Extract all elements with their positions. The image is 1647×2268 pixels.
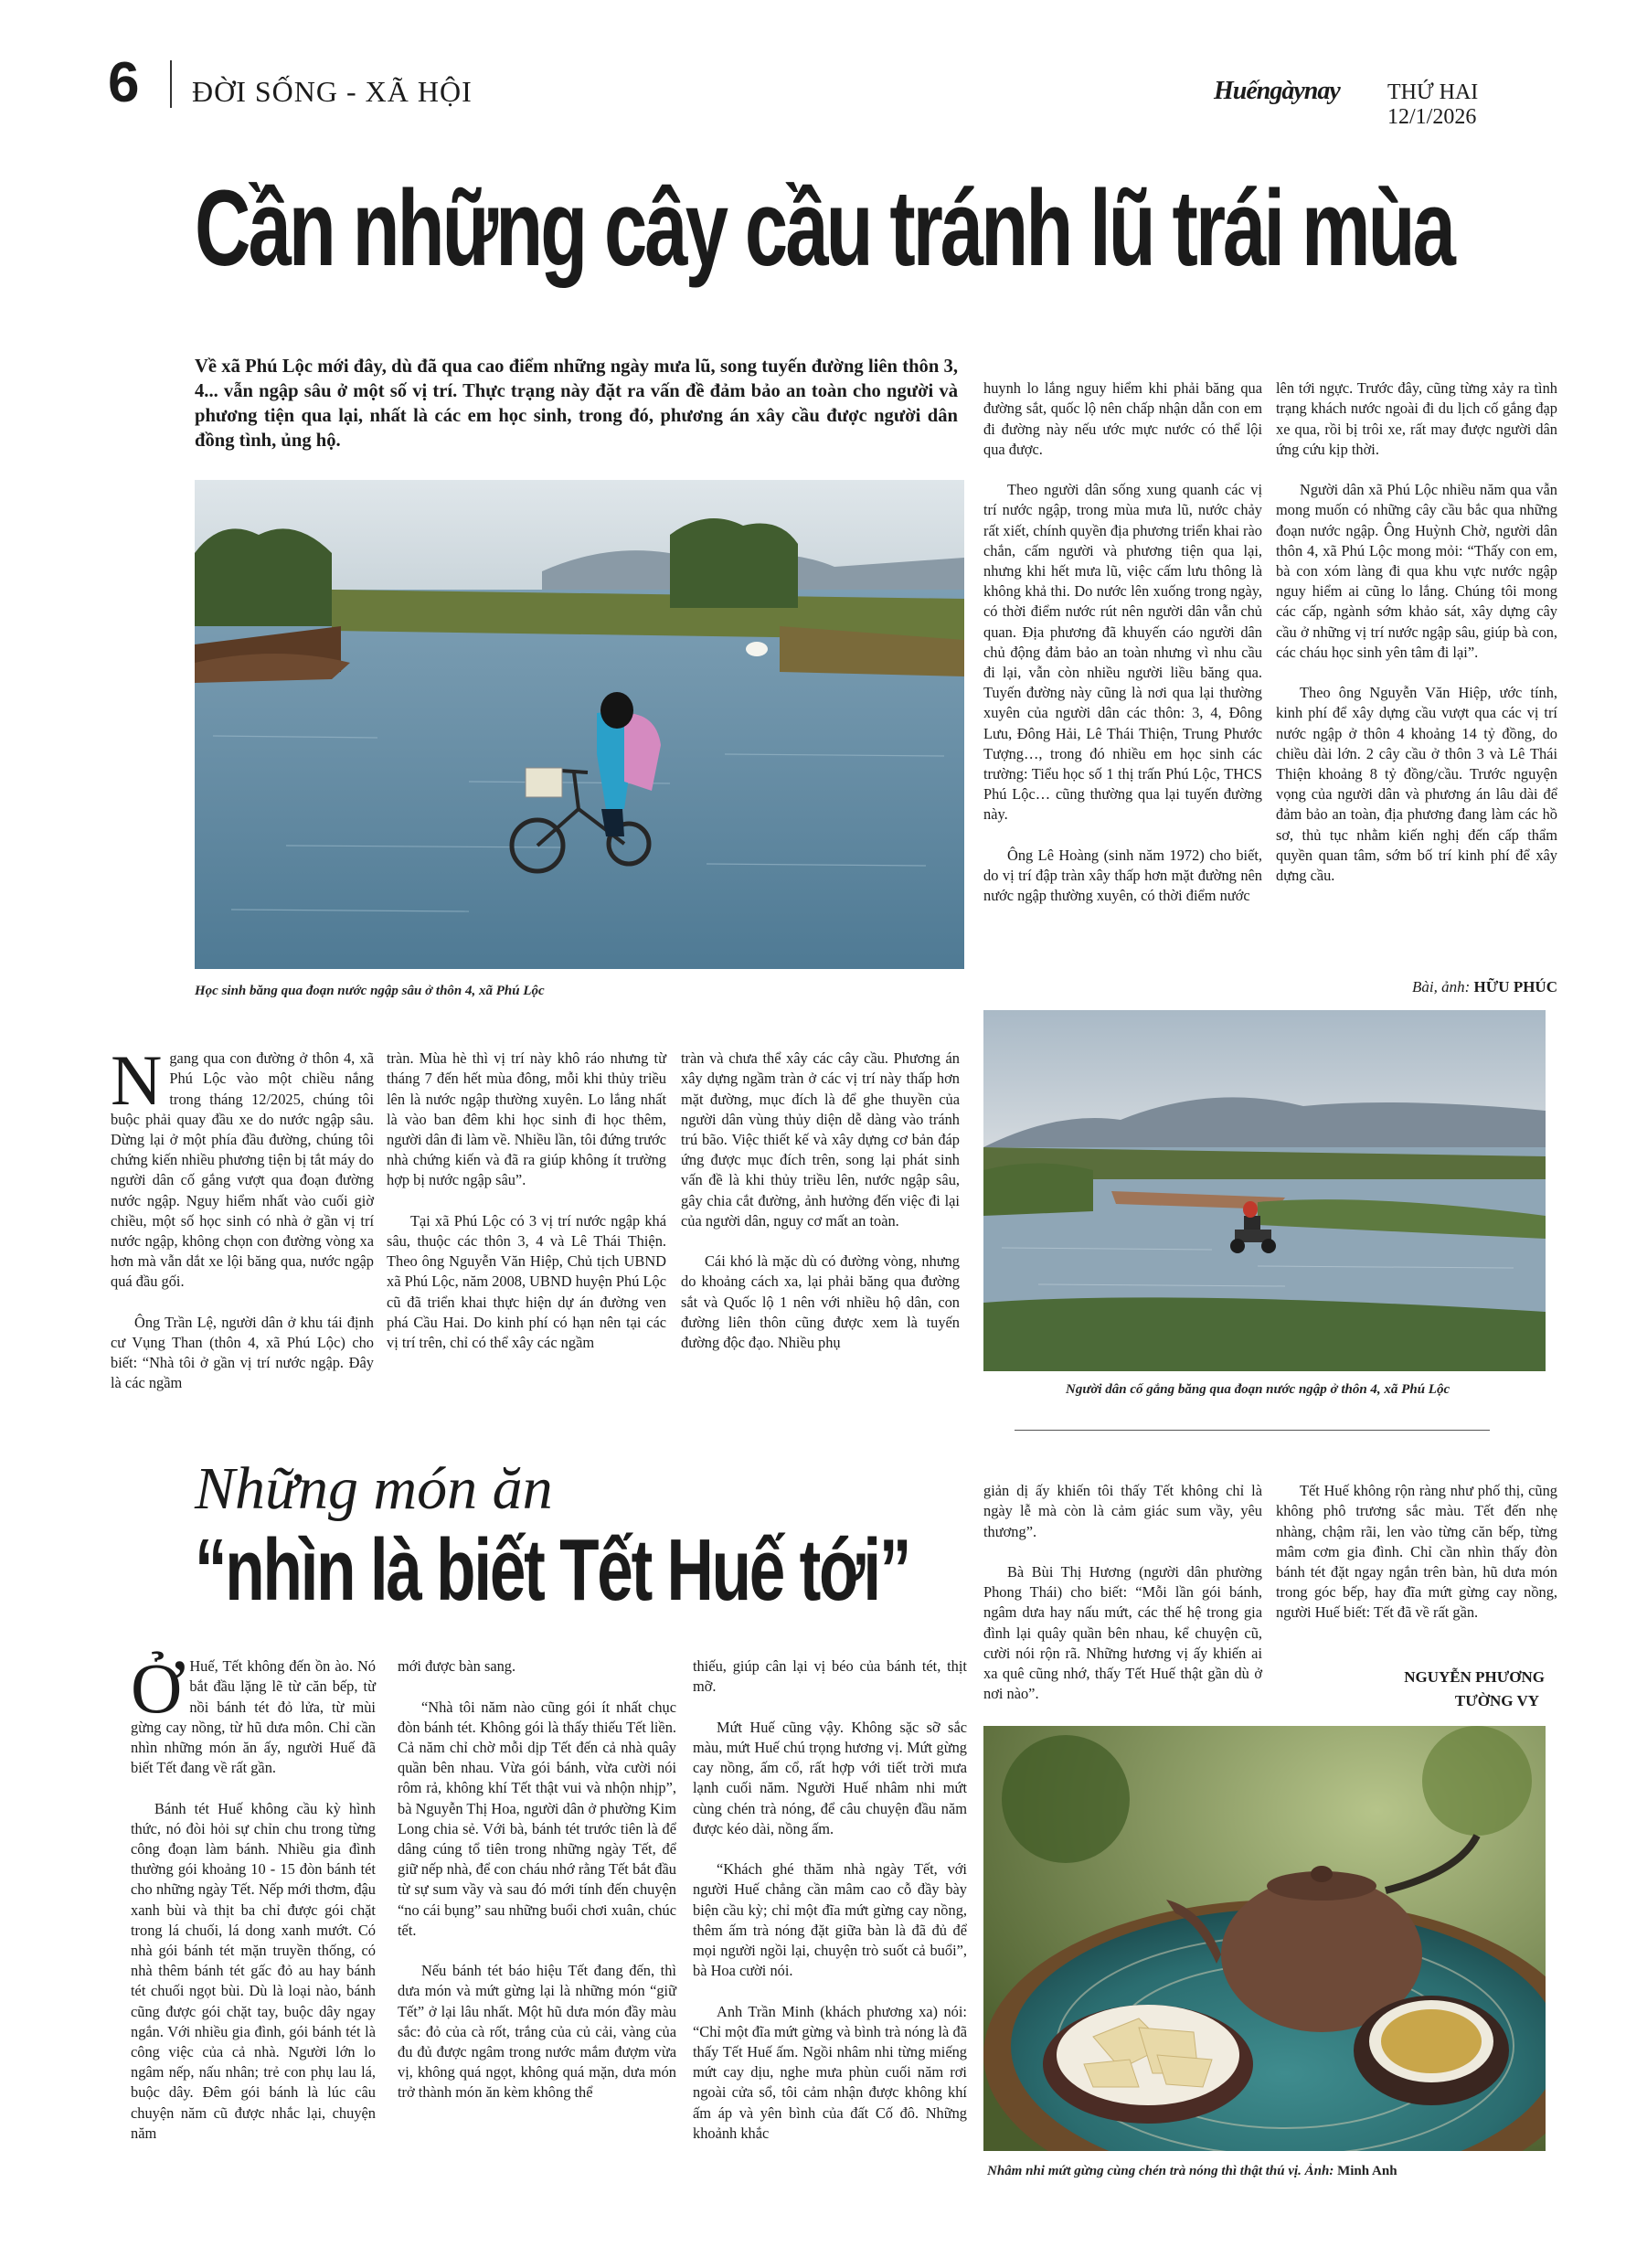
article2-col-c-p2: Mứt Huế cũng vậy. Không sặc sỡ sắc màu, mứt Huế chú trọng hương vị. Mứt gừng cay nồng, ấm cổ, rất hợp với tiết trời mưa lạnh cuối năm. Người Huế nhâm nhi mứt cùng chén trà nóng, để câu chuyện đầu năm được kéo dài, nồng ấm. bbox=[693, 1718, 967, 1837]
article1-byline-name: HỮU PHÚC bbox=[1473, 978, 1557, 996]
article1-col-d-p1: huynh lo lắng nguy hiểm khi phải băng qua đường sắt, quốc lộ nên chấp nhận dẫn con em đi đường này nếu ước mực nước có thể lội qua được. bbox=[983, 379, 1262, 458]
article2-col-c-p4: Anh Trần Minh (khách phương xa) nói: “Chỉ một đĩa mứt gừng và bình trà nóng là đã thấy Tết Huế ấm. Ngồi nhâm nhi từng miếng mứt cay dịu, nghe mưa phùn cuối năm rơi ngoài cửa sổ, tôi cảm nhận được không khí ấm áp và yên bình của đất Cố đô. Những khoảnh khắc bbox=[693, 2002, 967, 2142]
article1-col-a-p2: Ông Trần Lệ, người dân ở khu tái định cư Vụng Than (thôn 4, xã Phú Lộc) cho biết: “Nhà tôi ở gần vị trí nước ngập. Đây là các ngầm bbox=[111, 1313, 374, 1392]
article1-photo-motorbike bbox=[983, 1010, 1546, 1371]
article1-col-e-p3: Theo ông Nguyễn Văn Hiệp, ước tính, kinh phí để xây dựng cầu vượt qua các vị trí nước ngập ở thôn 4 khoảng 14 tỷ đồng, do chiều dài lớn. 2 cây cầu ở thôn 3 và Lê Thái Thiện khoảng 8 tỷ đồng/cầu. Trước nguyện vọng của người dân và phương án lâu dài để đảm bảo an toàn, địa phương đang làm các hồ sơ, thủ tục nhằm kiến nghị đến cấp thẩm quyền quan tâm, sớm bố trí kinh phí để xây dựng cầu. bbox=[1276, 684, 1557, 885]
article2-col-d bbox=[983, 1461, 1262, 1725]
student-wading-image bbox=[195, 480, 964, 969]
header-divider bbox=[170, 60, 172, 108]
article1-col-d bbox=[983, 358, 1262, 927]
article2-photo-credit-label: Ảnh: bbox=[1304, 2164, 1334, 2178]
article1-photo-student bbox=[195, 480, 964, 969]
article2-photo-caption-text: Nhâm nhi mứt gừng cùng chén trà nóng thì thật thú vị. bbox=[987, 2164, 1302, 2178]
header-date: THỨ HAI 12/1/2026 bbox=[1387, 80, 1479, 129]
article1-dropcap: N bbox=[111, 1040, 163, 1121]
article1-lead: Về xã Phú Lộc mới đây, dù đã qua cao điểm những ngày mưa lũ, song tuyến đường liên thôn 3, 4... vẫn ngập sâu ở một số vị trí. Thực trạng này đặt ra vấn đề đảm bảo an toàn cho người và phương tiện qua lại, nhất là các em học sinh, trong đó, phương án xây cầu được người dân đồng tình, ủng hộ. bbox=[195, 357, 958, 451]
article1-col-a-text: gang qua con đường ở thôn 4, xã Phú Lộc vào một chiều nắng trong tháng 12/2025, chúng tôi buộc phải quay đầu xe do nước ngập sâu. Dừng lại ở một phía đầu đường, chúng tôi chứng kiến nhiều phương tiện bị tắt máy do người dân cố gắng vượt qua đoạn đường nước ngập. Nguy hiểm nhất vào cuối giờ chiều, một số học sinh có nhà ở gần vị trí nước ngập, không chọn con đường vòng xa hơn mà vẫn dắt xe lội băng qua, nước ngập quá đầu gối. bbox=[111, 1049, 374, 1291]
article2-col-a bbox=[131, 1636, 376, 2164]
paper-name: Huếngàynay bbox=[1214, 77, 1340, 105]
article2-dropcap: Ở bbox=[131, 1648, 183, 1729]
article2-col-b-p1: mới được bàn sang. bbox=[398, 1657, 516, 1676]
article1-col-a-p1 bbox=[111, 1040, 374, 1292]
article1-col-b bbox=[387, 1028, 666, 1373]
article1-col-a bbox=[111, 1028, 374, 1414]
article2-col-b-p2: “Nhà tôi năm nào cũng gói ít nhất chục đòn bánh tét. Không gói là thấy thiếu Tết liền. Cả năm chỉ chờ mỗi dịp Tết đến cả nhà quây quần bên nhau. Vừa gói bánh, vừa cười nói rôm rả, không khí Tết thật vui và nhộn nhịp”, bà Nguyễn Thị Hoa, người dân ở phường Kim Long chia sẻ. Với bà, bánh tét trước tiên là để dâng cúng tổ tiên trong những ngày Tết, để giữ nếp nhà, để con cháu nhớ rằng Tết bắt đầu từ sự sum vầy và sau đó mới tính đến chuyện “no cái bụng” sau những buổi chơi xuân, chúc tết. bbox=[398, 1698, 676, 1939]
article2-byline bbox=[1276, 1666, 1545, 1713]
article1-title: Cần những cây cầu tránh lũ trái mùa bbox=[195, 168, 1453, 289]
article2-col-c-p3: “Khách ghé thăm nhà ngày Tết, với người Huế chẳng cần mâm cao cỗ đầy bày biện cầu kỳ; chỉ một đĩa mứt gừng cay nồng, thêm ấm trà nóng đặt giữa bàn là đã đủ để mọi người ngồi lại, chuyện trò suốt cả buổi”, bà Hoa cười nói. bbox=[693, 1860, 967, 1980]
motorbike-flood-image bbox=[983, 1010, 1546, 1371]
article2-photo-caption bbox=[987, 2164, 1397, 2179]
article1-byline bbox=[1276, 978, 1557, 996]
article1-photo1-caption: Học sinh băng qua đoạn nước ngập sâu ở thôn 4, xã Phú Lộc bbox=[195, 984, 545, 998]
article2-col-e bbox=[1276, 1461, 1557, 1644]
page-number: 6 bbox=[108, 51, 140, 114]
article2-col-a-p1 bbox=[131, 1648, 376, 1778]
article1-col-c-p1: tràn và chưa thể xây các cây cầu. Phương án xây dựng ngầm tràn ở các vị trí này thấp hơn mặt đường, mục đích là để ghe thuyền của người dân vùng thủy diện dễ dàng vào tránh trú bão. Việc thiết kế và xây dựng cơ bản đáp ứng được mục đích trên, song lại phát sinh vấn đề là khi thủy triều lên, nước ngập sâu, gây chia cắt đường, ảnh hưởng đến việc đi lại của người dân, nguy cơ mất an toàn. bbox=[681, 1049, 960, 1230]
article2-byline-2: TƯỜNG VY bbox=[1454, 1692, 1539, 1709]
article1-byline-label: Bài, ảnh: bbox=[1412, 978, 1471, 996]
article2-col-a-text: Huế, Tết không đến ồn ào. Nó bắt đầu lặng lẽ từ căn bếp, từ nồi bánh tét đỏ lửa, từ mùi gừng cay nồng, từ hũ dưa môn. Chỉ cần nhìn những món ăn ấy, người Huế đã biết Tết đang về rất gần. bbox=[131, 1657, 376, 1777]
article2-col-e-p1: Tết Huế không rộn ràng như phố thị, cũng không phô trương sắc màu. Tết đến nhẹ nhàng, chậm rãi, len vào từng căn bếp, từng mâm cơm gia đình. Chỉ cần nhìn thấy đòn bánh tét đặt ngay ngắn trên bàn, hũ dưa món trong góc bếp, hay đĩa mứt gừng cay nồng, người Huế biết: Tết đã về rất gần. bbox=[1276, 1482, 1557, 1622]
page-header bbox=[108, 51, 1557, 129]
article1-col-e-p1: lên tới ngực. Trước đây, cũng từng xảy ra tình trạng khách nước ngoài đi du lịch cố gắng đạp xe qua, rồi bị trôi xe, rất may được người dân ứng cứu kịp thời. bbox=[1276, 379, 1557, 458]
article-divider bbox=[1015, 1430, 1490, 1431]
article2-title-line2: “nhìn là biết Tết Huế tới” bbox=[195, 1521, 910, 1619]
tea-and-ginger-jam-image bbox=[983, 1726, 1546, 2151]
article2-col-a-p2: Bánh tét Huế không cầu kỳ hình thức, nó đòi hỏi sự chỉn chu trong từng công đoạn làm bánh. Nhiều gia đình thường gói khoảng 10 - 15 đòn bánh tét cho những ngày Tết. Nếp mới thơm, đậu xanh bùi và thịt ba chỉ được gói chặt trong lá chuối, lá dong xanh mướt. Có nhà gói bánh tét mặn truyền thống, có nhà thêm bánh tét gấc đỏ au hay bánh tét chuối ngọt bùi. Dù là loại nào, bánh cũng được gói chặt tay, buộc dây ngay ngắn. Với nhiều gia đình, gói bánh tét là công việc của cả nhà. Người lớn lo ngâm nếp, nấu nhân; trẻ con phụ lau lá, buộc dây. Đêm gói bánh là lúc câu chuyện năm cũ được nhắc lại, chuyện năm bbox=[131, 1799, 376, 2142]
article2-col-c-p1: thiếu, giúp cân lại vị béo của bánh tét, thịt mỡ. bbox=[693, 1657, 967, 1696]
article2-col-d-p1: giản dị ấy khiến tôi thấy Tết không chỉ là ngày lễ mà còn là cảm giác sum vầy, yêu thương”. bbox=[983, 1482, 1262, 1540]
article1-col-c-p2: Cái khó là mặc dù có đường vòng, nhưng do khoảng cách xa, lại phải băng qua đường sắt và Quốc lộ 1 nên với nhiều hộ dân, con đường liên thôn cũng được xem là tuyến đường độc đạo. Nhiều phụ bbox=[681, 1252, 960, 1352]
article2-col-c bbox=[693, 1636, 967, 2164]
article1-col-c bbox=[681, 1028, 960, 1373]
article1-col-b-p1: tràn. Mùa hè thì vị trí này khô ráo nhưng từ tháng 7 đến hết mùa đông, mỗi khi thủy triều lên là nước ngập thường xuyên. Lo lắng nhất là vào ban đêm khi học sinh đi học thêm, người dân đi làm về. Nhiều lần, tôi đứng trước nhà chứng kiến và đã ra giúp không ít trường hợp bị nước ngập sâu”. bbox=[387, 1049, 666, 1189]
article2-byline-1: NGUYỄN PHƯƠNG bbox=[1404, 1668, 1545, 1686]
article1-col-e bbox=[1276, 358, 1557, 906]
article2-col-b-p3: Nếu bánh tét báo hiệu Tết đang đến, thì dưa món và mứt gừng lại là những món “giữ Tết” ở lại lâu nhất. Một hũ dưa món đầy màu sắc: đỏ của cà rốt, trắng của củ cải, vàng của đu đủ được ngâm trong nước mắm đượm vừa vị, không quá ngọt, không quá mặn, dưa món trở thành món ăn kèm không thể bbox=[398, 1962, 676, 2102]
article2-title-line1: Những món ăn bbox=[195, 1455, 553, 1522]
article1-photo2-caption: Người dân cố gắng băng qua đoạn nước ngập ở thôn 4, xã Phú Lộc bbox=[1066, 1382, 1450, 1397]
article1-col-e-p2: Người dân xã Phú Lộc nhiều năm qua vẫn mong muốn có những cây cầu bắc qua những đoạn nước ngập. Ông Huỳnh Chờ, người dân thôn 4, xã Phú Lộc mong mỏi: “Thấy con em, bà con xóm làng đi qua khu vực nước ngập nguy hiểm ai cũng lo lắng. Chúng tôi mong các cấp, ngành sớm khảo sát, xây dựng cây cầu ở những vị trí nước ngập sâu, giúp bà con, các cháu học sinh yên tâm đi lại”. bbox=[1276, 481, 1557, 661]
article1-col-d-p3: Ông Lê Hoàng (sinh năm 1972) cho biết, do vị trí đập tràn xây thấp hơn mặt đường nên nước ngập thường xuyên, có thời điểm nước bbox=[983, 846, 1262, 905]
article2-col-b bbox=[398, 1636, 676, 2124]
article2-photo-tea bbox=[983, 1726, 1546, 2151]
article2-photo-credit: Minh Anh bbox=[1337, 2164, 1397, 2178]
article1-col-b-p2: Tại xã Phú Lộc có 3 vị trí nước ngập khá sâu, thuộc các thôn 3, 4 và Lê Thái Thiện. Theo ông Nguyễn Văn Hiệp, Chủ tịch UBND xã Phú Lộc, năm 2008, UBND huyện Phú Lộc cũ đã triển khai thực hiện dự án đường ven phá Cầu Hai. Do kinh phí có hạn nên tại các vị trí trên, chỉ có thể xây các ngầm bbox=[387, 1211, 666, 1352]
section-title: ĐỜI SỐNG - XÃ HỘI bbox=[192, 75, 473, 108]
article1-col-d-p2: Theo người dân sống xung quanh các vị trí nước ngập, trong mùa mưa lũ, nước chảy rất xiết, chính quyền địa phương triển khai rào chắn, cấm người và phương tiện qua lại, nhưng khi hết mưa lũ, việc cấm lưu thông là không khả thi. Do nước lên xuống trong ngày, có thời điểm nước rút nên người dân vẫn chủ quan. Địa phương đã khuyến cáo người dân chủ động đảm bảo an toàn nhưng vì nhu cầu đi lại, vẫn còn nhiều người liều băng qua. Tuyến đường này cũng là nơi qua lại thường xuyên của người dân các thôn: 3, 4, Đông Lưu, Đông Hải, Lê Thái Thiện, Trung Phước Tượng…, trong đó nhiều em học sinh các trường: Tiểu học số 1 thị trấn Phú Lộc, THCS Phú Lộc… cũng thường qua lại tuyến đường này. bbox=[983, 481, 1262, 824]
article2-col-d-p2: Bà Bùi Thị Hương (người dân phường Phong Thái) cho biết: “Mỗi lần gói bánh, ngâm dưa hay nấu mứt, các thế hệ trong gia đình lại quây quần bên nhau, kể chuyện cũ, cười nói rộn rã. Những hương vị ấy khiến ai xa quê cũng nhớ, thấy Tết Huế thật gần dù ở nơi nào”. bbox=[983, 1563, 1262, 1703]
